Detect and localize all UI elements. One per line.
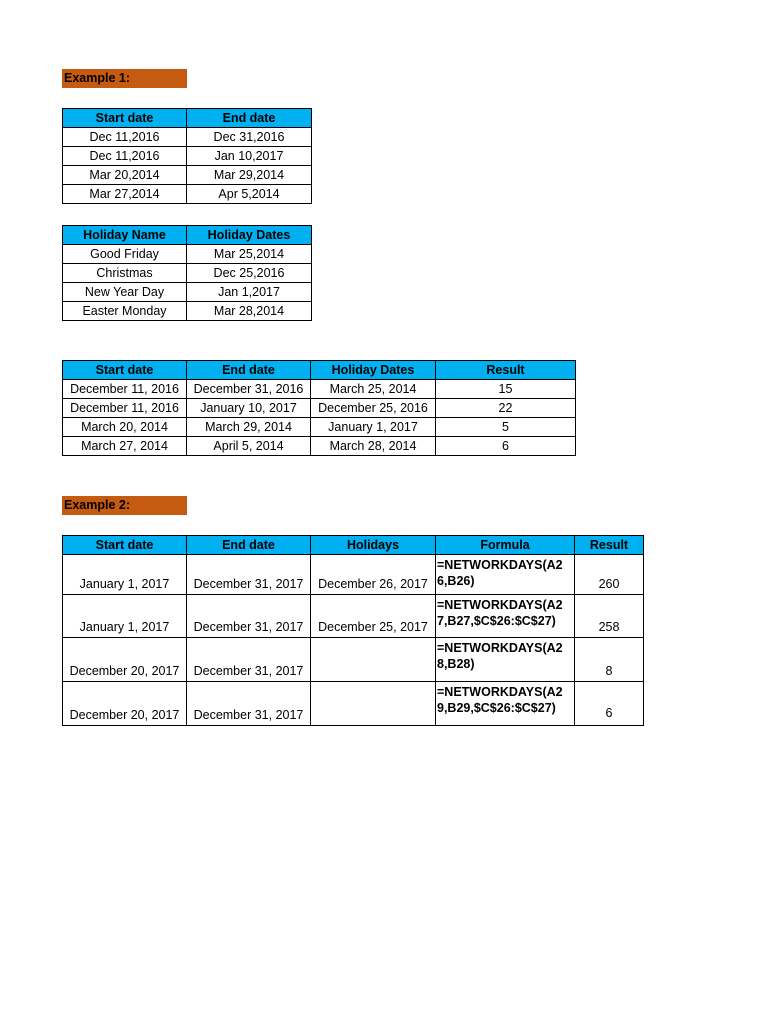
- result-table: [62, 360, 576, 456]
- column-header: Start date: [63, 109, 187, 128]
- table-cell: December 31, 2017: [187, 638, 311, 682]
- column-header: Formula: [436, 536, 575, 555]
- table-cell: 260: [575, 555, 644, 595]
- table-cell: December 25, 2016: [311, 399, 436, 418]
- table-row: [63, 185, 312, 204]
- table-cell: December 31, 2017: [187, 555, 311, 595]
- table-cell: December 11, 2016: [63, 399, 187, 418]
- table-cell: March 29, 2014: [187, 418, 311, 437]
- table-cell: 15: [436, 380, 576, 399]
- table-cell: April 5, 2014: [187, 437, 311, 456]
- date-range-table: [62, 108, 312, 204]
- table-cell: 258: [575, 595, 644, 638]
- table-cell: December 20, 2017: [63, 682, 187, 726]
- table-cell: Apr 5,2014: [187, 185, 312, 204]
- table-cell: Christmas: [63, 264, 187, 283]
- column-header: Result: [436, 361, 576, 380]
- table-cell: Dec 31,2016: [187, 128, 312, 147]
- table-cell: Jan 10,2017: [187, 147, 312, 166]
- table-cell: January 1, 2017: [63, 555, 187, 595]
- table-cell: [311, 638, 436, 682]
- example-1-label: Example 1:: [62, 69, 187, 88]
- table-row: [63, 245, 312, 264]
- table-cell: Mar 20,2014: [63, 166, 187, 185]
- table-cell: Jan 1,2017: [187, 283, 312, 302]
- table-cell: Easter Monday: [63, 302, 187, 321]
- table-cell: Dec 11,2016: [63, 147, 187, 166]
- formula-cell: =NETWORKDAYS(A27,B27,$C$26:$C$27): [436, 595, 575, 638]
- table-row: [63, 638, 644, 682]
- column-header: Holiday Dates: [187, 226, 312, 245]
- table-cell: Mar 28,2014: [187, 302, 312, 321]
- table-cell: 6: [575, 682, 644, 726]
- table-cell: Mar 25,2014: [187, 245, 312, 264]
- table-cell: March 27, 2014: [63, 437, 187, 456]
- table-row: [63, 166, 312, 185]
- table-cell: Mar 27,2014: [63, 185, 187, 204]
- table-cell: December 26, 2017: [311, 555, 436, 595]
- table-row: [63, 283, 312, 302]
- table-row: [63, 595, 644, 638]
- table-row: [63, 380, 576, 399]
- column-header: Start date: [63, 536, 187, 555]
- column-header: Start date: [63, 361, 187, 380]
- holiday-table: [62, 225, 312, 321]
- table-cell: Mar 29,2014: [187, 166, 312, 185]
- formula-cell: =NETWORKDAYS(A26,B26): [436, 555, 575, 595]
- table-cell: January 1, 2017: [311, 418, 436, 437]
- table-cell: December 11, 2016: [63, 380, 187, 399]
- table-cell: 6: [436, 437, 576, 456]
- table-cell: January 10, 2017: [187, 399, 311, 418]
- table-cell: December 20, 2017: [63, 638, 187, 682]
- table-cell: March 25, 2014: [311, 380, 436, 399]
- table-cell: 22: [436, 399, 576, 418]
- column-header: End date: [187, 361, 311, 380]
- table-row: [63, 128, 312, 147]
- table-cell: December 31, 2017: [187, 595, 311, 638]
- table-cell: Good Friday: [63, 245, 187, 264]
- table-cell: March 20, 2014: [63, 418, 187, 437]
- table-cell: 5: [436, 418, 576, 437]
- column-header: Result: [575, 536, 644, 555]
- table-row: [63, 682, 644, 726]
- table-cell: New Year Day: [63, 283, 187, 302]
- table-cell: Dec 11,2016: [63, 128, 187, 147]
- table-row: [63, 418, 576, 437]
- example-2-label: Example 2:: [62, 496, 187, 515]
- formula-cell: =NETWORKDAYS(A28,B28): [436, 638, 575, 682]
- formula-cell: =NETWORKDAYS(A29,B29,$C$26:$C$27): [436, 682, 575, 726]
- column-header: End date: [187, 109, 312, 128]
- table-cell: 8: [575, 638, 644, 682]
- table-row: [63, 264, 312, 283]
- networkdays-table: [62, 535, 644, 726]
- table-header-row: [63, 226, 312, 245]
- table-cell: January 1, 2017: [63, 595, 187, 638]
- column-header: Holiday Dates: [311, 361, 436, 380]
- table-row: [63, 147, 312, 166]
- table-row: [63, 302, 312, 321]
- table-header-row: [63, 109, 312, 128]
- table-cell: Dec 25,2016: [187, 264, 312, 283]
- table-row: [63, 437, 576, 456]
- column-header: Holiday Name: [63, 226, 187, 245]
- table-cell: December 31, 2017: [187, 682, 311, 726]
- column-header: Holidays: [311, 536, 436, 555]
- column-header: End date: [187, 536, 311, 555]
- table-cell: December 31, 2016: [187, 380, 311, 399]
- table-header-row: [63, 361, 576, 380]
- table-header-row: [63, 536, 644, 555]
- table-row: [63, 555, 644, 595]
- table-row: [63, 399, 576, 418]
- table-cell: December 25, 2017: [311, 595, 436, 638]
- table-cell: March 28, 2014: [311, 437, 436, 456]
- table-cell: [311, 682, 436, 726]
